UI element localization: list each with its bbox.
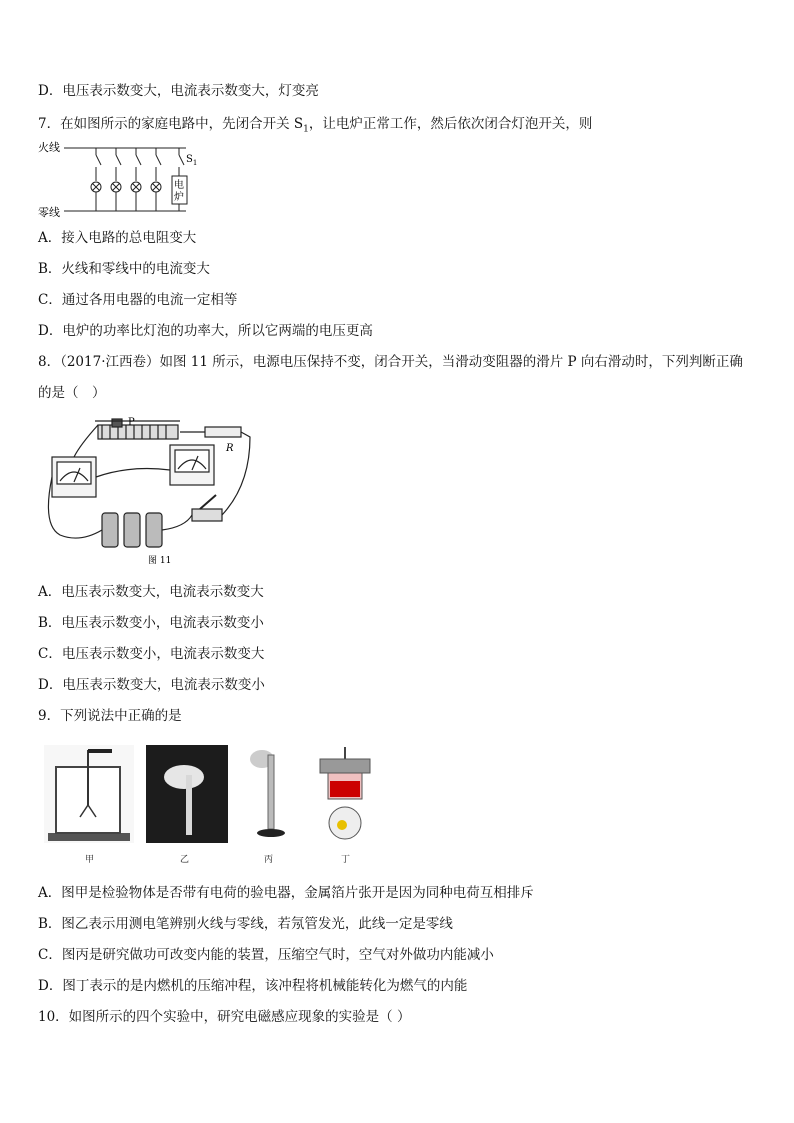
q8-voltmeter: [52, 457, 96, 497]
q9-caption-jia: 甲: [85, 855, 95, 865]
q8-option-a: A．电压表示数变大，电流表示数变大: [38, 584, 264, 600]
q7-furnace-label-2: 炉: [174, 192, 184, 203]
q8-apparatus-drawing: [40, 415, 260, 570]
q7-switch-label: [186, 154, 197, 167]
q9-figure-jia: [44, 745, 134, 843]
q9-piston: [330, 781, 360, 797]
q9-caption-yi: 乙: [180, 855, 190, 865]
q7-stem-sub: 1: [303, 124, 309, 135]
q9-option-a: A．图甲是检验物体是否带有电荷的验电器，金属箔片张开是因为同种电荷互相排斥: [38, 885, 534, 901]
q7-stem: [38, 115, 592, 139]
q7-lamp-branch-2: [111, 148, 121, 211]
q8-batteries: [102, 513, 162, 547]
q9-option-b: B．图乙表示用测电笔辨别火线与零线，若氖管发光，此线一定是零线: [38, 916, 453, 932]
q8-wire-2: [96, 469, 170, 477]
q7-furnace-label-1: 电: [174, 180, 184, 191]
q9-engine-drawing: [316, 745, 374, 843]
q7-option-a: A．接入电路的总电阻变大: [38, 230, 197, 246]
q9-crank: [337, 820, 347, 830]
q9-figure-bing: [246, 745, 300, 843]
q7-neutral-label: 零线: [38, 206, 60, 219]
q8-stem-line1: 8．（2017·江西卷）如图 11 所示，电源电压保持不变，闭合开关，当滑动变阻器的滑片 P 向右滑动时，下列判断正确: [38, 354, 743, 370]
q9-stem: 9．下列说法中正确的是: [38, 708, 182, 724]
q7-switch-sub: 1: [192, 159, 198, 167]
q7-lamp-branches: [91, 148, 187, 211]
q7-stem-pre: 7．在如图所示的家庭电路中，先闭合开关 S: [38, 116, 304, 132]
q9-figure-yi: [146, 745, 228, 843]
q9-electroscope-drawing: [44, 745, 134, 843]
q6-option-d: D．电压表示数变大，电流表示数变大，灯变亮: [38, 83, 319, 99]
q7-switch-letter: S: [186, 154, 193, 165]
q7-stem-post: ，让电炉正常工作，然后依次闭合灯泡开关，则: [308, 116, 593, 132]
q8-wire-3: [162, 515, 192, 530]
q7-option-b: B．火线和零线中的电流变大: [38, 261, 210, 277]
q10-stem: 10．如图所示的四个实验中，研究电磁感应现象的实验是（ ）: [38, 1009, 411, 1025]
q9-air-pump-drawing: [246, 745, 300, 843]
q9-test-pen-drawing: [146, 745, 228, 843]
q9-cylinder-head: [320, 759, 370, 773]
q8-figure-caption: 图 11: [148, 556, 172, 566]
q7-lamp-branch-4: [151, 148, 161, 211]
q7-option-c: C．通过各用电器的电流一定相等: [38, 292, 238, 308]
q9-option-d: D．图丁表示的是内燃机的压缩冲程，该冲程将机械能转化为燃气的内能: [38, 978, 468, 994]
q9-option-c: C．图丙是研究做功可改变内能的装置，压缩空气时，空气对外做功内能减小: [38, 947, 494, 963]
q9-figure-ding: [316, 745, 374, 843]
q8-r-label: R: [226, 443, 234, 454]
q8-p-label: P: [128, 417, 135, 428]
q9-electroscope-base: [48, 833, 130, 841]
q9-hand: [164, 765, 204, 789]
q8-ammeter: [170, 445, 214, 485]
q7-circuit-diagram: [36, 138, 206, 220]
q8-wire-5: [74, 425, 98, 457]
q8-option-b: B．电压表示数变小，电流表示数变小: [38, 615, 264, 631]
q9-caption-bing: 丙: [264, 855, 274, 865]
q7-live-label: 火线: [38, 141, 60, 154]
q8-option-d: D．电压表示数变大，电流表示数变小: [38, 677, 265, 693]
q7-option-d: D．电炉的功率比灯泡的功率大，所以它两端的电压更高: [38, 323, 373, 339]
q8-option-c: C．电压表示数变小，电流表示数变大: [38, 646, 265, 662]
q7-lamp-branch-1: [91, 148, 101, 211]
q9-caption-ding: 丁: [341, 855, 351, 865]
q9-pump-tube: [268, 755, 274, 829]
q7-circuit-figure: [36, 138, 206, 220]
q8-resistor: [205, 427, 241, 437]
q8-switch: [192, 495, 222, 521]
q9-test-pen: [186, 775, 192, 835]
q8-circuit-photo: [40, 415, 260, 570]
q8-stem-line2: 的是（ ）: [38, 385, 106, 401]
q9-pump-base: [257, 829, 285, 837]
q8-rheostat: [95, 419, 180, 439]
q7-lamp-branch-3: [131, 148, 141, 211]
